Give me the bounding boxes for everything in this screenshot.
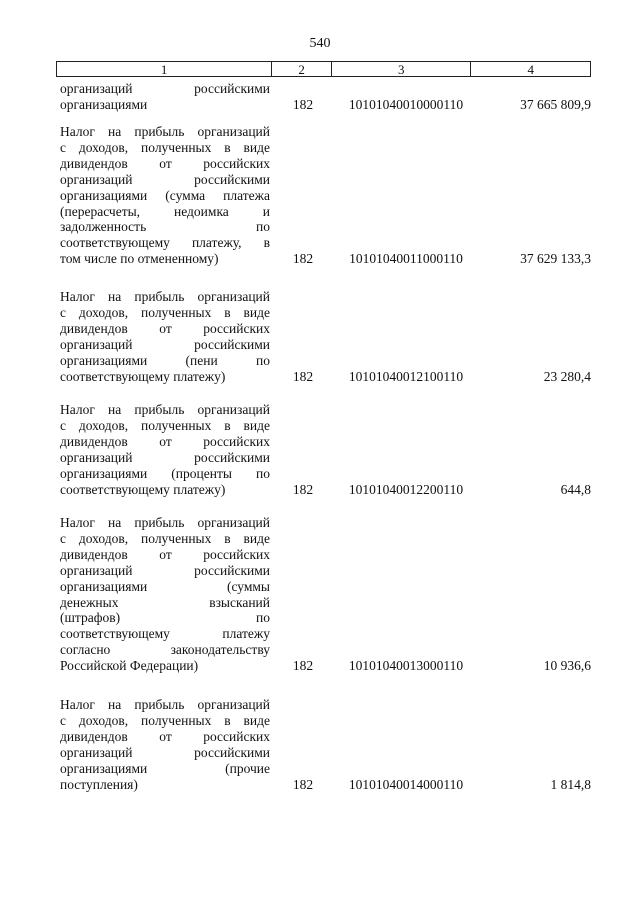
description-line: Налог на прибыль организаций [60, 289, 270, 304]
description-line: дивидендов от российских [60, 546, 270, 562]
header-col-1: 1 [57, 62, 272, 76]
income-description [60, 81, 270, 113]
description-line: (перерасчеты, недоимка и [60, 203, 270, 219]
amount: 1 814,8 [550, 776, 591, 792]
header-col-3: 3 [332, 62, 471, 76]
description-line: организациями [60, 96, 148, 112]
budget-classification-code: 10101040012200110 [348, 481, 464, 497]
description-line: организациями (проценты по [60, 465, 270, 481]
description-line: Налог на прибыль организаций [60, 124, 270, 139]
budget-classification-code: 10101040011000110 [349, 251, 463, 267]
admin-code: 182 [292, 368, 314, 384]
description-line: организаций российскими [60, 744, 270, 760]
table-header [56, 61, 591, 77]
description-line: Налог на прибыль организаций [60, 402, 270, 417]
description-line: с доходов, полученных в виде [60, 417, 270, 433]
description-line: Налог на прибыль организаций [60, 697, 270, 712]
description-line: организаций российскими [60, 449, 270, 465]
description-line: дивидендов от российских [60, 728, 270, 744]
income-description [60, 124, 270, 267]
description-line: соответствующему платежу [60, 626, 270, 642]
table-row [60, 289, 595, 384]
description-line: соответствующему платежу) [60, 368, 226, 384]
description-line: организаций российскими [60, 171, 270, 187]
description-line: денежных взысканий [60, 594, 270, 610]
description-line: соответствующему платежу) [60, 481, 226, 497]
income-description [60, 402, 270, 497]
admin-code: 182 [292, 96, 314, 112]
admin-code: 182 [292, 776, 314, 792]
budget-classification-code: 10101040014000110 [348, 776, 464, 792]
admin-code: 182 [292, 251, 314, 267]
description-line: задолженность по [60, 219, 270, 235]
description-line: дивидендов от российских [60, 155, 270, 171]
description-line: поступления) [60, 776, 138, 792]
description-line: с доходов, полученных в виде [60, 712, 270, 728]
table-row [60, 515, 595, 674]
description-line: (штрафов) по [60, 610, 270, 626]
amount: 37 629 133,3 [520, 251, 591, 267]
description-line: том числе по отмененному) [60, 251, 219, 267]
budget-table [56, 61, 591, 792]
description-line: организациями (сумма платежа [60, 187, 270, 203]
description-line: Российской Федерации) [60, 658, 199, 674]
income-description [60, 515, 270, 674]
description-line: организаций российскими [60, 81, 270, 96]
description-line: Налог на прибыль организаций [60, 515, 270, 530]
amount: 644,8 [560, 481, 591, 497]
table-row [60, 402, 595, 497]
description-line: соответствующему платежу, в [60, 235, 270, 251]
budget-classification-code: 10101040010000110 [348, 96, 464, 112]
admin-code: 182 [292, 658, 314, 674]
table-row [60, 124, 595, 267]
page-number: 540 [309, 36, 331, 51]
description-line: организациями (пени по [60, 352, 270, 368]
amount: 37 665 809,9 [520, 96, 591, 112]
description-line: организаций российскими [60, 336, 270, 352]
header-col-2: 2 [272, 62, 332, 76]
table-row [60, 81, 595, 113]
description-line: дивидендов от российских [60, 320, 270, 336]
description-line: с доходов, полученных в виде [60, 530, 270, 546]
description-line: дивидендов от российских [60, 433, 270, 449]
description-line: организаций российскими [60, 562, 270, 578]
header-col-4: 4 [527, 62, 534, 77]
description-line: с доходов, полученных в виде [60, 304, 270, 320]
income-description [60, 289, 270, 384]
description-line: организациями (суммы [60, 578, 270, 594]
amount: 23 280,4 [543, 368, 591, 384]
description-line: согласно законодательству [60, 642, 270, 658]
budget-classification-code: 10101040012100110 [348, 368, 464, 384]
income-description [60, 697, 270, 792]
description-line: с доходов, полученных в виде [60, 139, 270, 155]
amount: 10 936,6 [543, 658, 591, 674]
table-row [60, 697, 595, 792]
admin-code: 182 [292, 481, 314, 497]
budget-classification-code: 10101040013000110 [348, 658, 464, 674]
description-line: организациями (прочие [60, 760, 270, 776]
